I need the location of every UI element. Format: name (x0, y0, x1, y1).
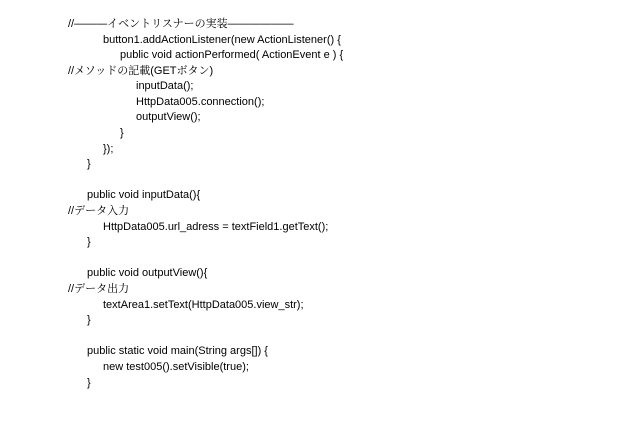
code-line-12: //データ入力 (68, 205, 130, 217)
code-line-5: inputData(); (136, 80, 194, 92)
code-line-11: public void inputData(){ (87, 189, 201, 201)
code-line-19: public static void main(String args[]) { (87, 345, 268, 357)
code-line-9: }); (103, 143, 114, 155)
code-line-17: textArea1.setText(HttpData005.view_str); (103, 299, 304, 311)
code-line-18: } (87, 314, 91, 326)
code-line-2: button1.addActionListener(new ActionListener() { (103, 34, 341, 46)
code-line-14: } (87, 236, 91, 248)
code-line-7: outputView(); (136, 111, 201, 123)
code-line-10: } (87, 158, 91, 170)
code-line-21: } (87, 377, 91, 389)
code-line-13: HttpData005.url_adress = textField1.getText(); (103, 221, 329, 233)
code-line-8: } (120, 127, 124, 139)
code-line-15: public void outputView(){ (87, 267, 208, 279)
code-line-16: //データ出力 (68, 283, 130, 295)
code-line-1: //―――イベントリスナーの実装―――――― (68, 18, 294, 30)
code-line-6: HttpData005.connection(); (136, 96, 265, 108)
code-line-4: //メソッドの記載(GETボタン) (68, 65, 214, 77)
code-line-3: public void actionPerformed( ActionEvent e ) { (120, 49, 344, 61)
code-line-20: new test005().setVisible(true); (103, 361, 249, 373)
